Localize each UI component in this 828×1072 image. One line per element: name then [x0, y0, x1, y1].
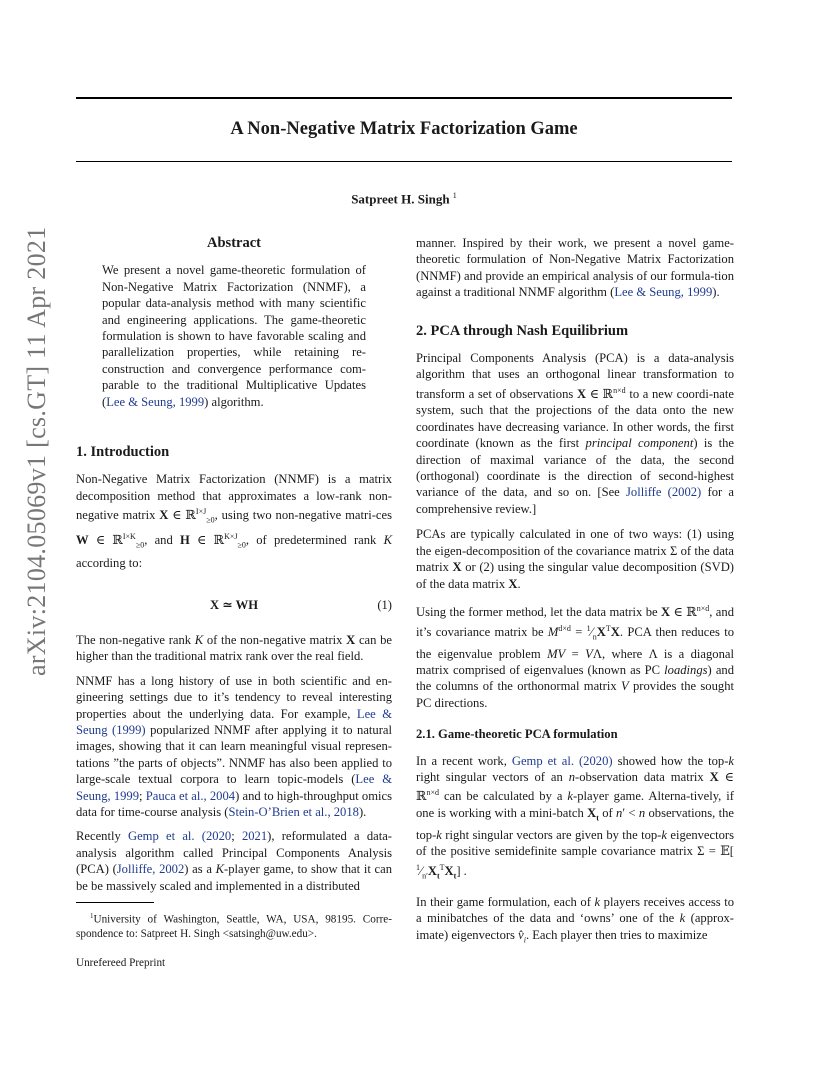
pca-paragraph-2: PCAs are typically calculated in one of two ways: (1) using the eigen-decomposition of the covariance matrix Σ of the data matrix X or (2) using the singular value decomposition (SVD) of the data matrix X. — [416, 527, 734, 591]
citation-link[interactable]: Lee & Seung, 1999 — [614, 285, 713, 300]
intro-paragraph-3: NNMF has a long history of use in both scientific and en-gineering settings due to it’s tendency to reveal interesting properties about the underlying data. For example, Lee & Seung (1999) popularized NNMF after applying it to natural images, showing that it can learn meaningful visual represen-tations ”the parts of objects”. NNMF has also been applied to large-scale textual corpora to learn topic-models (Lee & Seung, 1999; Pauca et al., 2004) and to high-throughput omics data for time-course analysis (Stein-O’Brien et al., 2018). — [76, 673, 392, 819]
left-column — [76, 235, 392, 971]
section-heading-introduction: 1. Introduction — [76, 444, 170, 461]
preprint-footer: Unrefereed Preprint — [76, 956, 166, 969]
section-heading-pca: 2. PCA through Nash Equilibrium — [416, 322, 629, 339]
author-affiliation-mark: 1 — [452, 191, 457, 200]
title-top-rule — [76, 97, 732, 99]
pca-paragraph-3: Using the former method, let the data matrix be X ∈ ℝ$^{n\times d}$, and it’s covariance matrix be $M^{d\times d}$ = $^1⁄_nX^TX$. PCA then reduces to the eigenvalue problem MV = VΛ, where Λ is a diagonal matrix comprised of eigenvalues (known as PC loadings) and the columns of the orthonormal matrix V provides the sought PC directions. — [416, 603, 734, 710]
intro-paragraph-4: Recently Gemp et al. (2020; 2021), reformulated a data-analysis algorithm called Principal Components Analysis (PCA) (Jolliffe, 2002) as a K-player game, to show that it can be be massively scaled and implemented in a distributed — [76, 829, 393, 893]
citation-link[interactable]: Pauca et al., 2004 — [145, 788, 236, 803]
citation-link[interactable]: Gemp et al. (2020 — [128, 829, 232, 844]
citation-link[interactable]: Stein-O’Brien et al., 2018 — [228, 804, 359, 819]
game-pca-paragraph-1: In a recent work, Gemp et al. (2020) showed how the top-k right singular vectors of an n-observation data matrix X ∈ ℝ$^{n\times d}$ can be calculated by a k-player game. Alterna-tively, if one is working with a mini-batch $X_t$ of n′ < n observations, the top-k right singular vectors are given by the top-k eigenvectors of the positive semidefinite sample covariance matrix Σ = 𝔼[ $^1⁄_{n'}X_t^TX_t$] . — [416, 753, 734, 881]
equation-number: (1) — [377, 597, 392, 612]
footnote: $^1$University of Washington, Seattle, WA, USA, 98195. Corre-spondence to: Satpreet H. Singh <satsingh@uw.edu>. — [76, 912, 392, 940]
citation-link[interactable]: Lee & Seung, 1999 — [106, 394, 205, 409]
citation-link[interactable]: Lee & Seung (1999) — [76, 706, 392, 737]
abstract-text: We present a novel game-theoretic formulation of Non-Negative Matrix Factorization (NNMF), a popular data-analysis method with many scientific and engineering applications. The game-theoretic formulation is shown to have favorable scaling and parallelization properties, while retaining re-construction and convergence performance com-parable to the traditional Multiplicative Updates (Lee & Seung, 1999) algorithm. — [102, 263, 366, 409]
citation-link[interactable]: Jolliffe (2002) — [626, 485, 702, 500]
intro-paragraph-1: Non-Negative Matrix Factorization (NNMF) is a matrix decomposition method that approximates a low-rank non-negative matrix X ∈ ℝ$^{I\times J}_{\ge 0}$, using two non-negative matri-ces W ∈ ℝ$^{I\times K}_{\ge 0}$, and H ∈ ℝ$^{K\times J}_{\ge 0}$, of predetermined rank K according to: — [76, 472, 392, 570]
citation-link[interactable]: Lee & Seung, 1999 — [76, 772, 392, 803]
intro-continuation: manner. Inspired by their work, we present a novel game-theoretic formulation of Non-Negative Matrix Factorization (NNMF) and provide an empirical analysis of our formula-tion against a traditional NNMF algorithm (Lee & Seung, 1999). — [416, 236, 734, 300]
title-bottom-rule — [76, 161, 732, 162]
intro-paragraph-2: The non-negative rank K of the non-negative matrix X can be higher than the traditional matrix rank over the real field. — [76, 632, 392, 664]
game-pca-paragraph-2: In their game formulation, each of k players receives access to a minibatches of the data and ‘owns’ one of the k (approx-imate) eigenvectors $v̂_i$. Each player then tries to maximize — [416, 894, 734, 945]
equation-1 — [76, 597, 392, 613]
citation-link[interactable]: Jolliffe, 2002 — [116, 862, 185, 877]
citation-link[interactable]: Gemp et al. (2020) — [511, 753, 613, 768]
arxiv-side-label: arXiv:2104.05069v1 [cs.GT] 11 Apr 2021 — [22, 226, 51, 676]
author-line — [76, 191, 732, 207]
pca-paragraph-1: Principal Components Analysis (PCA) is a data-analysis algorithm that uses an orthogonal linear transformation to transform a set of observations X ∈ ℝ$^{n\times d}$ to a new coordi-nate system, such that the projections of the data onto the new coordinates have decreasing variance. In other words, the first coordinate (known as the first principal component) is the direction of maximal variance of the data, the second (orthogonal) coordinate is the direction of second-highest variance of the data, and so on. [See Jolliffe (2002) for a comprehensive review.] — [416, 351, 735, 516]
right-column — [416, 235, 734, 949]
abstract-heading: Abstract — [207, 235, 261, 251]
subsection-heading-game-pca: 2.1. Game-theoretic PCA formulation — [416, 727, 618, 742]
equation-body: X ≃ WH — [209, 597, 259, 612]
citation-link[interactable]: 2021 — [241, 829, 268, 844]
author-name: Satpreet H. Singh — [351, 191, 450, 207]
paper-title: A Non-Negative Matrix Factorization Game — [230, 119, 578, 139]
footnote-rule — [76, 902, 154, 903]
